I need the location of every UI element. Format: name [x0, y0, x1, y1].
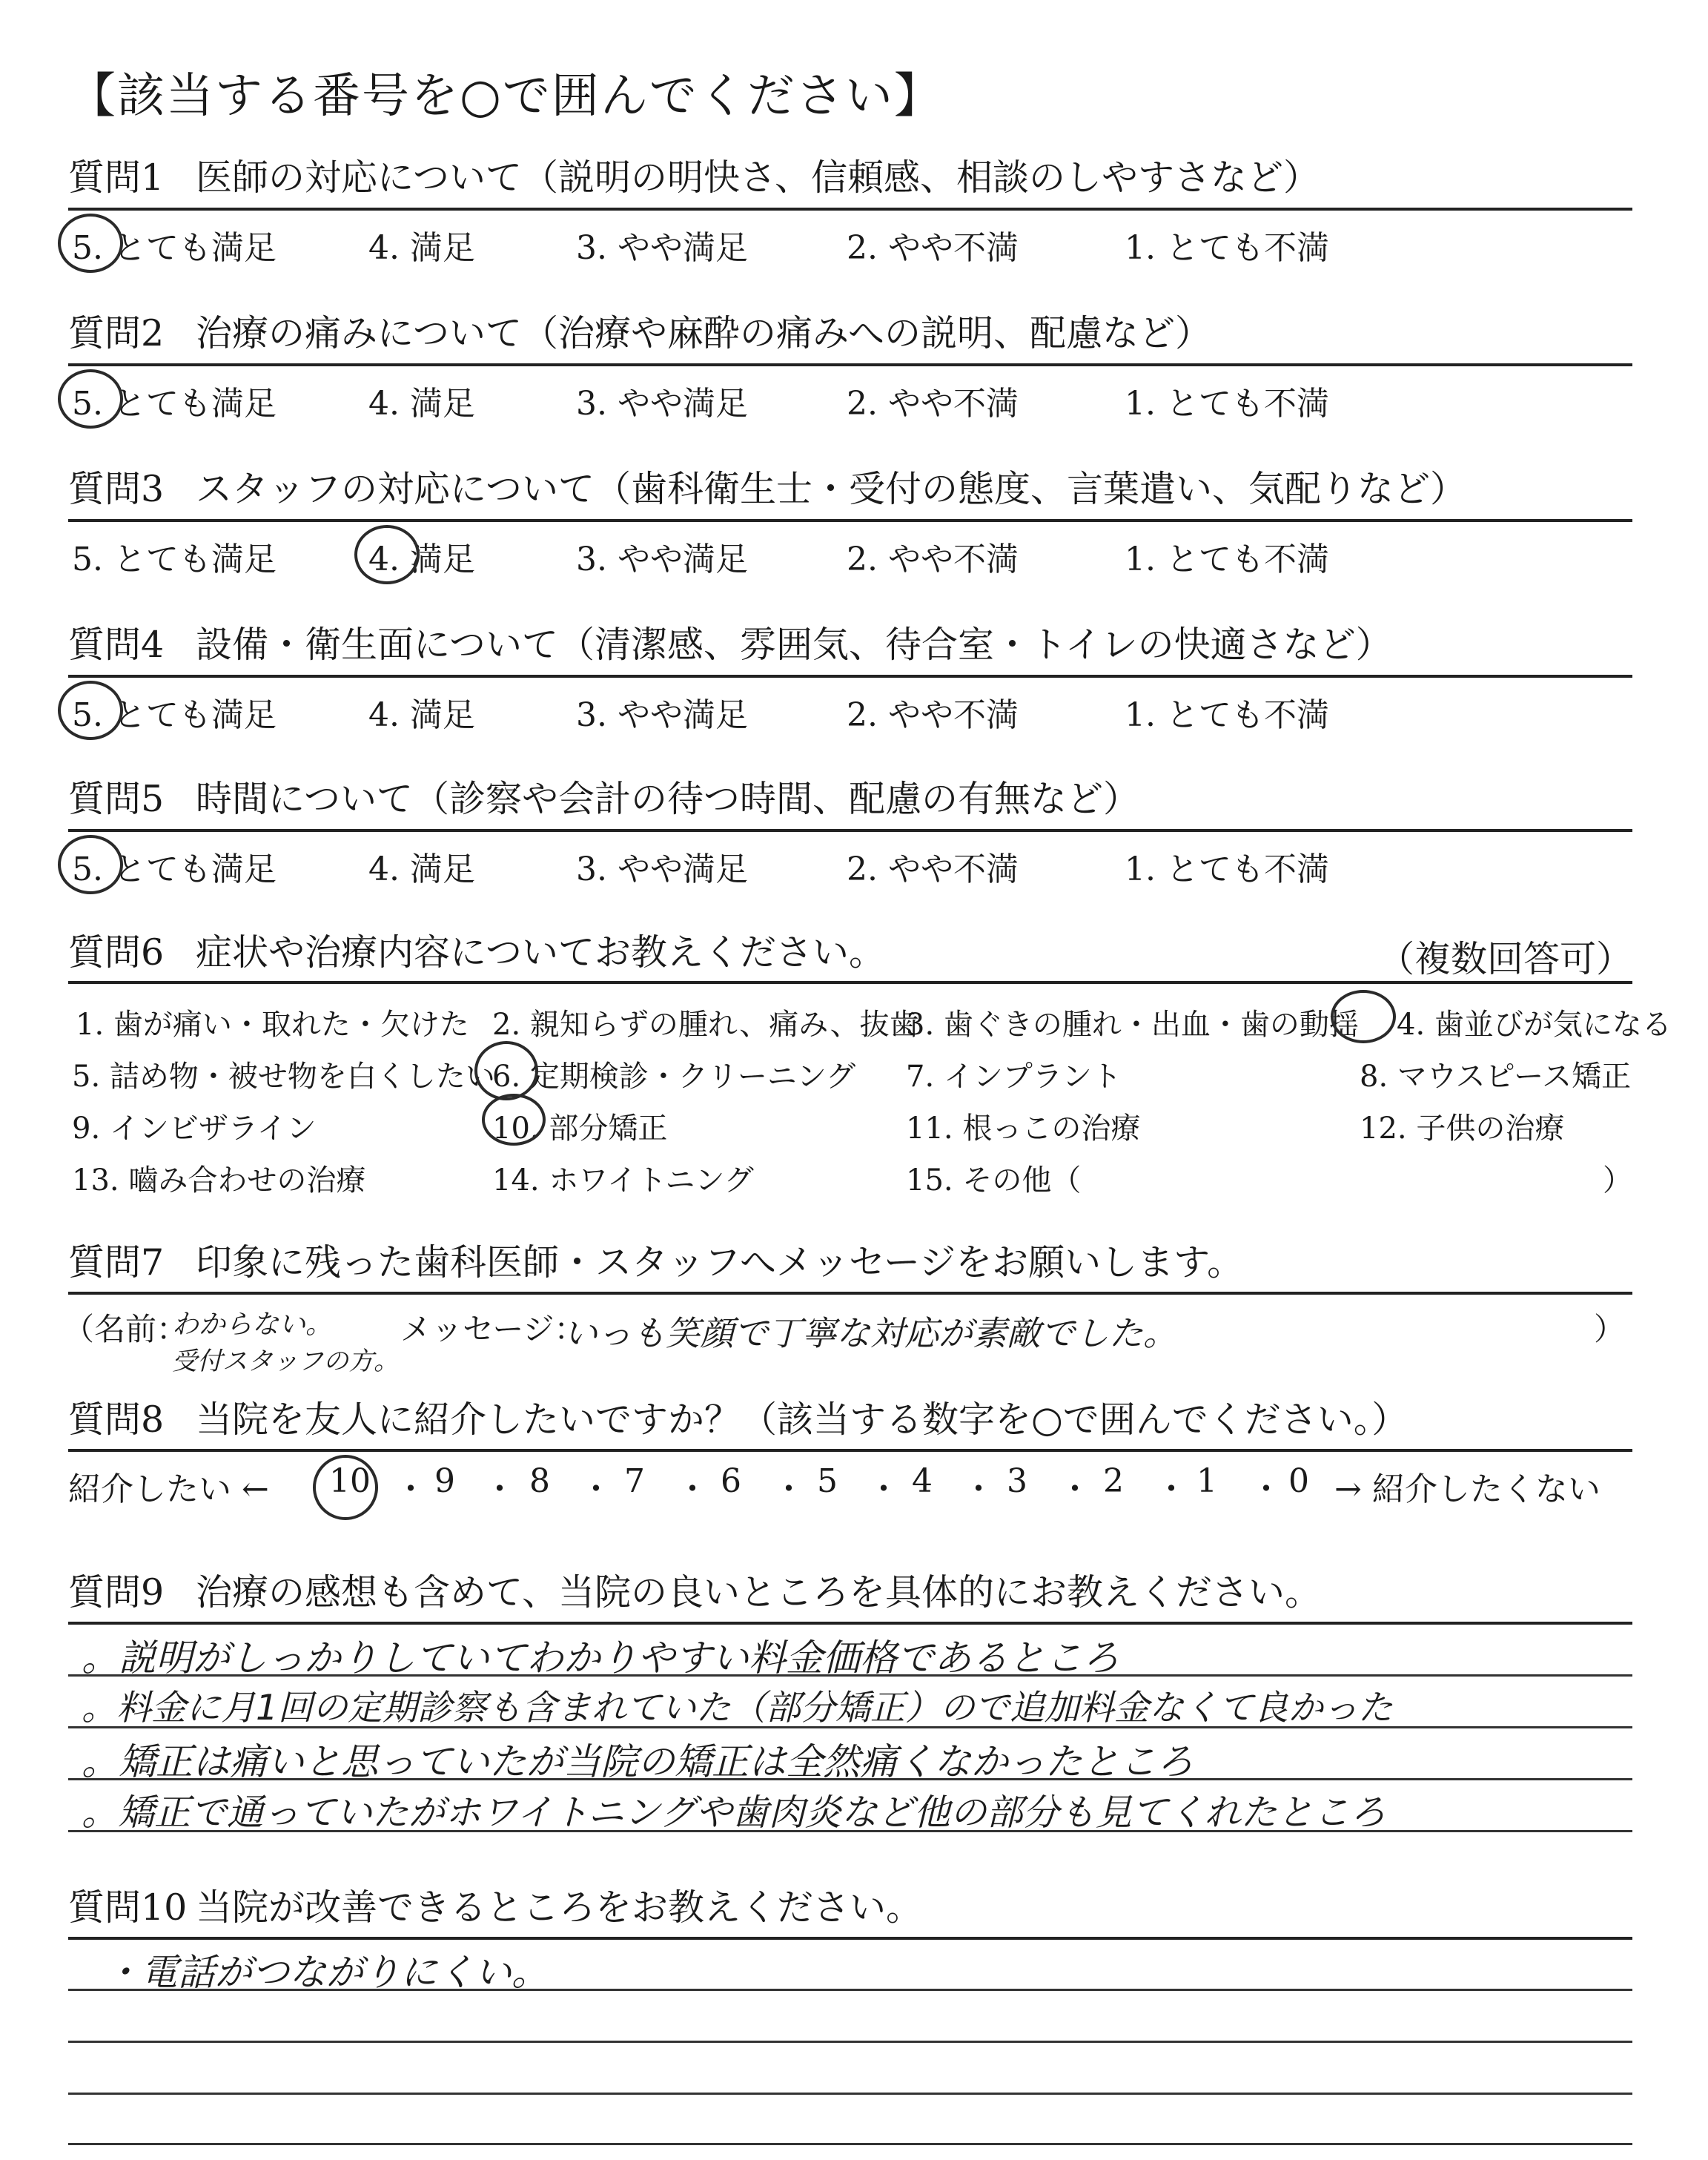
- answer-handwritten: 。説明がしっかりしていてわかりやすい料金価格であるところ: [82, 1636, 1119, 1680]
- name-handwritten: 受付スタッフの方。: [172, 1347, 399, 1376]
- name-label: （名前：: [63, 1311, 188, 1347]
- question-2: [68, 311, 1632, 356]
- q6-option[interactable]: 5. 詰め物・被せ物を白くしたい: [72, 1060, 495, 1094]
- question-text: スタッフの対応について（歯科衛生士・受付の態度、言葉遣い、気配りなど）: [196, 468, 1467, 510]
- rating-option[interactable]: 5. とても満足: [72, 541, 277, 578]
- selection-circle: [313, 1455, 378, 1520]
- answer-handwritten: 。料金に月1回の定期診察も含まれていた（部分矯正）ので追加料金なくて良かった: [82, 1688, 1393, 1728]
- question-number: 質問7: [68, 1241, 165, 1284]
- q6-option[interactable]: 6. 定期検診・クリーニング: [492, 1060, 856, 1094]
- question-text: 医師の対応について（説明の明快さ、信頼感、相談のしやすさなど）: [196, 156, 1320, 199]
- scale-value[interactable]: 2: [1103, 1462, 1124, 1500]
- message-label: メッセージ：: [400, 1311, 586, 1347]
- question-text: 時間について（診察や会計の待つ時間、配慮の有無など）: [196, 778, 1140, 820]
- selection-circle: [58, 214, 123, 273]
- selection-circle: [354, 525, 420, 584]
- rating-option[interactable]: 4. 満足: [368, 696, 475, 734]
- question-text: 治療の感想も含めて、当院の良いところを具体的にお教えください。: [196, 1571, 1322, 1614]
- answer-line: [68, 2093, 1632, 2095]
- question-8: [68, 1398, 1632, 1442]
- question-number: 質問10: [68, 1886, 188, 1929]
- scale-value[interactable]: 5: [817, 1462, 838, 1500]
- rating-option[interactable]: 5. とても満足: [72, 385, 277, 423]
- rating-option[interactable]: 3. やや満足: [576, 229, 748, 267]
- q6-option[interactable]: 1. 歯が痛い・取れた・欠けた: [76, 1008, 469, 1042]
- rating-option[interactable]: 3. やや満足: [576, 696, 748, 734]
- answer-line: [68, 2143, 1632, 2145]
- question-5: [68, 777, 1632, 822]
- rating-option[interactable]: 5. とても満足: [72, 696, 277, 734]
- question-text: 設備・衛生面について（清潔感、雰囲気、待合室・トイレの快適さなど）: [196, 624, 1392, 666]
- rating-option[interactable]: 1. とても不満: [1125, 851, 1329, 888]
- scale-value[interactable]: 7: [624, 1462, 645, 1500]
- rating-option[interactable]: 2. やや不満: [847, 696, 1019, 734]
- question-rule: [68, 829, 1632, 832]
- multiple-answers-note: （複数回答可）: [1377, 938, 1632, 980]
- question-1: [68, 156, 1632, 200]
- answer-handwritten: 。矯正で通っていたがホワイトニングや歯肉炎など他の部分も見てくれたところ: [82, 1791, 1386, 1834]
- question-rule: [68, 519, 1632, 522]
- scale-left-label: 紹介したい ←: [68, 1470, 269, 1508]
- rating-option[interactable]: 1. とても不満: [1125, 541, 1329, 578]
- scale-value[interactable]: 4: [912, 1462, 933, 1500]
- question-text: 当院が改善できるところをお教えください。: [196, 1886, 923, 1929]
- question-10: [68, 1886, 1632, 1930]
- question-rule: [68, 1292, 1632, 1295]
- rating-option[interactable]: 2. やや不満: [847, 541, 1019, 578]
- rating-option[interactable]: 5. とても満足: [72, 851, 277, 888]
- q6-option[interactable]: 15. その他（: [906, 1163, 1082, 1198]
- answer-line: [68, 2041, 1632, 2043]
- question-rule: [68, 1449, 1632, 1452]
- rating-option[interactable]: 1. とても不満: [1125, 696, 1329, 734]
- selection-circle: [1331, 990, 1396, 1043]
- answer-handwritten: ・電話がつながりにくい。: [104, 1951, 549, 1994]
- answer-handwritten: 。矯正は痛いと思っていたが当院の矯正は全然痛くなかったところ: [82, 1740, 1194, 1783]
- q6-option[interactable]: 4. 歯並びが気になる: [1397, 1008, 1672, 1042]
- rating-option[interactable]: 3. やや満足: [576, 385, 748, 423]
- question-text: 当院を友人に紹介したいですか？（該当する数字を○で囲んでください。）: [196, 1398, 1409, 1441]
- question-text: 印象に残った歯科医師・スタッフへメッセージをお願いします。: [196, 1241, 1244, 1284]
- selection-circle: [474, 1041, 538, 1100]
- question-text: 症状や治療内容についてお教えください。: [196, 931, 886, 974]
- question-number: 質問2: [68, 312, 165, 354]
- rating-option[interactable]: 2. やや不満: [847, 229, 1019, 267]
- message-handwritten: いっも笑顔で丁寧な対応が素敵でした。: [563, 1313, 1177, 1353]
- rating-option[interactable]: 5. とても満足: [72, 229, 277, 267]
- question-6: [68, 931, 1632, 980]
- q6-option[interactable]: 10. 部分矯正: [492, 1112, 668, 1146]
- question-number: 質問3: [68, 468, 165, 510]
- question-3: [68, 467, 1632, 512]
- selection-circle: [58, 369, 123, 429]
- question-4: [68, 623, 1632, 667]
- question-9: [68, 1571, 1632, 1615]
- rating-option[interactable]: 1. とても不満: [1125, 385, 1329, 423]
- survey-sheet: 【該当する番号を○で囲んでください】 質問1 医師の対応について（説明の明快さ、信頼感、相談のしやすさなど） 5. とても満足 4. 満足 3. やや満足 2. やや不満 1. とても不満 質問2 治療の痛みについて（治療や麻酔の痛みへの説明、配慮など） 5. とても満足 4. 満足 3. やや満足 2. やや不満 1. とても不満 質問3 スタッフの対応について（歯科衛生士・受付の態度、言葉遣い、気配りなど） 5. とても満足 4. 満足 3. やや満足 2. やや不満 1. とても不満 質問4 設備・衛生面について（清潔感、雰囲気、待合室・トイレの快適さなど） 5. とても満足 4. 満足 3. やや満足 2. やや不満 1. とても不満 質問5 時間について（診察や会計の待つ時間、配慮の有無など） 5. とても満足 4. 満足 3. やや満足 2. やや不満 1. とても不満 質問6 症状や治療内容についてお教えください。 （複数回答可） 1. 歯が痛い・取れた・欠けた 2. 親知らずの腫れ、痛み、抜歯 3. 歯ぐきの腫れ・出血・歯の動揺 4. 歯並びが気になる 5. 詰め物・被せ物を白くしたい 6. 定期検診・クリーニング 7. インプラント 8. マウスピース矯正 9. インビザライン 10. 部分矯正 11. 根っこの治療 12. 子供の治療 13. 嚙み合わせの治療 14. ホワイトニング 15. その他（ ） 質問7 印象に残った歯科医師・スタッフへメッセージをお願いします。 （名前： わからない。 受付スタッフの方。 メッセージ： いっも笑顔で丁寧な対応が素敵でした。 ） 質問8 当院を友人に紹介したいですか？（該当する数字を○で囲んでください。） 紹介したい ← 10 ・ 9 ・ 8 ・ 7 ・ 6 ・ 5 ・ 4 ・ 3 ・ 2 ・ 1 ・ 0 → 紹介したくない 質問9 治療の感想も含めて、当院の良いところを具体的にお教えください。 。説明がしっかりしていてわかりやすい料金価格であるところ 。料金に月1回の定期診察も含まれていた（部分矯正）ので追加料金なくて良かった 。矯正は痛いと思っていたが当院の矯正は全然痛くなかったところ 。矯正で通っていたがホワイトニングや歯肉炎など他の部分も見てくれたところ 質問10 当院が改善できるところをお教えください。 ・電話がつながりにくい。: [0, 0, 1708, 2160]
- question-7: [68, 1241, 1632, 1285]
- question-number: 質問9: [68, 1571, 165, 1614]
- scale-value[interactable]: 0: [1288, 1462, 1309, 1500]
- instruction-header: 【該当する番号を○で囲んでください】: [68, 69, 943, 124]
- rating-option[interactable]: 4. 満足: [368, 541, 475, 578]
- scale-value[interactable]: 10: [329, 1462, 371, 1500]
- q6-option[interactable]: 8. マウスピース矯正: [1360, 1060, 1632, 1094]
- scale-value[interactable]: 1: [1196, 1462, 1217, 1500]
- q6-option[interactable]: 9. インビザライン: [72, 1112, 317, 1146]
- question-rule: [68, 1937, 1632, 1940]
- scale-value[interactable]: 8: [529, 1462, 550, 1500]
- q6-option[interactable]: 13. 嚙み合わせの治療: [72, 1163, 366, 1198]
- q6-option[interactable]: 3. 歯ぐきの腫れ・出血・歯の動揺: [906, 1008, 1359, 1042]
- question-rule: [68, 981, 1632, 984]
- question-number: 質問5: [68, 778, 165, 820]
- question-rule: [68, 363, 1632, 366]
- rating-option[interactable]: 1. とても不満: [1125, 229, 1329, 267]
- rating-option[interactable]: 2. やや不満: [847, 851, 1019, 888]
- selection-circle: [58, 681, 123, 740]
- rating-option[interactable]: 4. 満足: [368, 385, 475, 423]
- question-rule: [68, 208, 1632, 211]
- selection-circle: [482, 1094, 546, 1146]
- scale-value[interactable]: 9: [434, 1462, 455, 1500]
- rating-option[interactable]: 2. やや不満: [847, 385, 1019, 423]
- selection-circle: [58, 835, 123, 894]
- rating-option[interactable]: 4. 満足: [368, 229, 475, 267]
- scale-right-label: → 紹介したくない: [1334, 1470, 1601, 1508]
- q6-option[interactable]: 11. 根っこの治療: [906, 1112, 1141, 1146]
- rating-option[interactable]: 3. やや満足: [576, 541, 748, 578]
- question-number: 質問1: [68, 156, 165, 199]
- q6-option[interactable]: 2. 親知らずの腫れ、痛み、抜歯: [492, 1008, 919, 1042]
- question-number: 質問6: [68, 931, 165, 974]
- question-text: 治療の痛みについて（治療や麻酔の痛みへの説明、配慮など）: [196, 312, 1212, 354]
- name-handwritten: わからない。: [172, 1309, 333, 1340]
- q6-option[interactable]: 12. 子供の治療: [1360, 1112, 1565, 1146]
- question-rule: [68, 675, 1632, 678]
- q6-other-close: ）: [1603, 1163, 1632, 1198]
- scale-value[interactable]: 3: [1007, 1462, 1027, 1500]
- q6-option[interactable]: 7. インプラント: [906, 1060, 1122, 1094]
- question-rule: [68, 1622, 1632, 1625]
- rating-option[interactable]: 3. やや満足: [576, 851, 748, 888]
- question-number: 質問4: [68, 624, 165, 666]
- q6-option[interactable]: 14. ホワイトニング: [492, 1163, 754, 1198]
- scale-value[interactable]: 6: [721, 1462, 741, 1500]
- question-number: 質問8: [68, 1398, 165, 1441]
- rating-option[interactable]: 4. 満足: [368, 851, 475, 888]
- message-close: ）: [1594, 1311, 1626, 1347]
